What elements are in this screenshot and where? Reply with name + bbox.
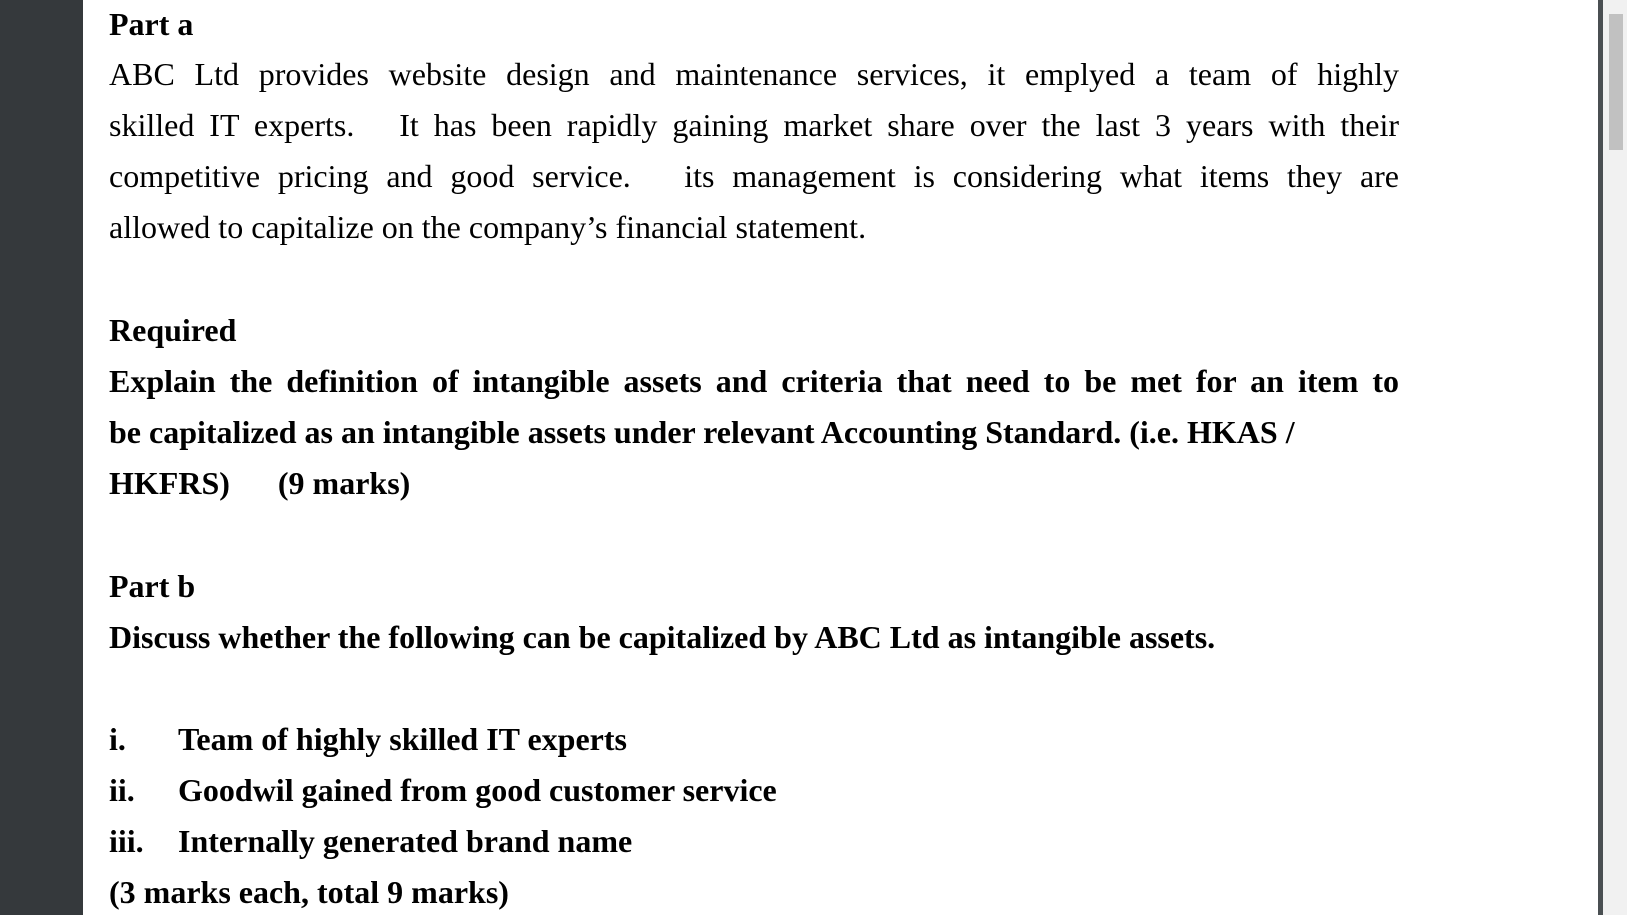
scrollbar-thumb[interactable] xyxy=(1609,14,1623,150)
list-item-number: ii. xyxy=(109,772,135,808)
vertical-scrollbar[interactable] xyxy=(1603,0,1627,915)
list-item-number: i. xyxy=(109,721,126,757)
list-item-text: Team of highly skilled IT experts xyxy=(178,721,627,757)
list-item-text: Goodwil gained from good customer service xyxy=(178,772,777,808)
required-line-2: be capitalized as an intangible assets under relevant Accounting Standard. (i.e. HKAS / xyxy=(109,414,1295,450)
list-item xyxy=(109,821,1399,861)
document-page xyxy=(83,0,1598,915)
list-item-number: iii. xyxy=(109,823,144,859)
required-heading: Required xyxy=(109,312,237,348)
marks-note: (3 marks each, total 9 marks) xyxy=(109,874,509,910)
part-a-paragraph-line-2: skilled IT experts. It has been rapidly gaining market share over the last 3 years with their xyxy=(109,107,1399,143)
part-a-paragraph-line-3: competitive pricing and good service. its management is considering what items they are xyxy=(109,158,1399,194)
required-line-1: Explain the definition of intangible assets and criteria that need to be met for an item to xyxy=(109,363,1399,399)
viewer-left-margin xyxy=(0,0,83,915)
part-a-paragraph-line-4: allowed to capitalize on the company’s financial statement. xyxy=(109,209,867,245)
required-line-3: HKFRS) (9 marks) xyxy=(109,465,411,501)
list-item xyxy=(109,770,1399,810)
list-item xyxy=(109,719,1399,759)
part-b-heading: Part b xyxy=(109,568,196,604)
list-item-text: Internally generated brand name xyxy=(178,823,633,859)
part-b-instruction: Discuss whether the following can be capitalized by ABC Ltd as intangible assets. xyxy=(109,619,1216,655)
part-a-paragraph-line-1: ABC Ltd provides website design and maintenance services, it emplyed a team of highly xyxy=(109,56,1399,92)
part-a-heading: Part a xyxy=(109,6,194,42)
